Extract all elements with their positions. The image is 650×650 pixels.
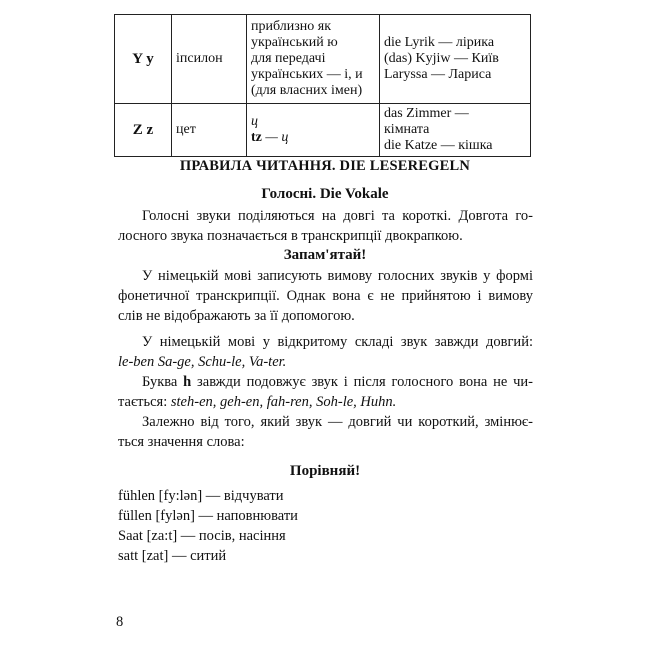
paragraph-line: У німецькій мові записують вимову голосних звуків у формі [142,268,533,284]
table-row [115,15,531,104]
comparison-item: füllen [fylən] — наповнювати [118,508,298,524]
example-line: Laryssa — Лариса [384,67,492,82]
paragraph-line: слів не відображають за її допомогою. [118,308,355,324]
paragraph-line [118,394,396,411]
examples-cell [380,104,531,157]
paragraph-line: фонетичної транскрипції. Однак вона є не прийнятою і вимову [118,288,533,304]
syllable-examples: le-ben Sa-ge, Schu-le, Va-ter. [118,354,287,370]
comparison-item: Saat [za:t] — посів, насіння [118,528,286,544]
letter-h: h [183,374,192,390]
heading-compare: Порівняй! [289,463,361,479]
section-heading-reading-rules: ПРАВИЛА ЧИТАННЯ. DIE LESEREGELN [179,158,471,174]
paragraph-line: лосного звука позначається в транскрипції двокрапкою. [118,228,463,244]
text-run: завжди подовжує звук і після голосного вона не чи- [191,374,533,390]
rule-line: український ю [251,35,338,50]
example-line: die Lyrik — лірика [384,35,495,50]
paragraph-line: ться значення слова: [118,434,245,450]
alphabet-table [114,14,531,157]
letter-name-cell: цет [172,104,247,157]
text-run: Буква [142,374,184,390]
rule-line: (для власних імен) [251,83,363,98]
rule-letters: tz [251,130,262,145]
subheading-vowels: Голосні. Die Vokale [261,186,389,202]
paragraph-line: Залежно від того, який звук — довгий чи короткий, змінює- [142,414,533,430]
h-examples: steh-en, geh-en, fah-ren, Soh-le, Huhn. [170,394,397,410]
rule-line: українських — і, и [251,67,363,82]
rule-line: ц [251,114,258,129]
rule-sound: — ц [261,130,289,145]
letter-name-cell: іпсилон [172,15,247,104]
heading-remember: Запам'ятай! [283,247,367,263]
rule-line: для передачі [251,51,326,66]
page-number: 8 [116,614,124,630]
example-line: das Zimmer — [384,106,469,121]
table-row [115,104,531,157]
letter-cell: Z z [115,104,172,157]
letter-cell: Y y [115,15,172,104]
pronunciation-rule-cell [247,15,380,104]
rule-line [251,130,375,146]
example-line: (das) Kyjiw — Київ [384,51,499,66]
comparison-item: fühlen [fy:lən] — відчувати [118,488,284,504]
example-line: кімната [384,122,430,137]
example-line: die Katze — кішка [384,138,493,153]
paragraph-line [142,374,533,391]
rule-line: приблизно як [251,19,332,34]
paragraph-line: У німецькій мові у відкритому складі звук завжди довгий: [142,334,533,350]
examples-cell [380,15,531,104]
paragraph-line: Голосні звуки поділяються на довгі та короткі. Довгота го- [142,208,533,224]
comparison-item: satt [zat] — ситий [118,548,227,564]
text-run: тається: [118,394,171,410]
pronunciation-rule-cell [247,104,380,157]
